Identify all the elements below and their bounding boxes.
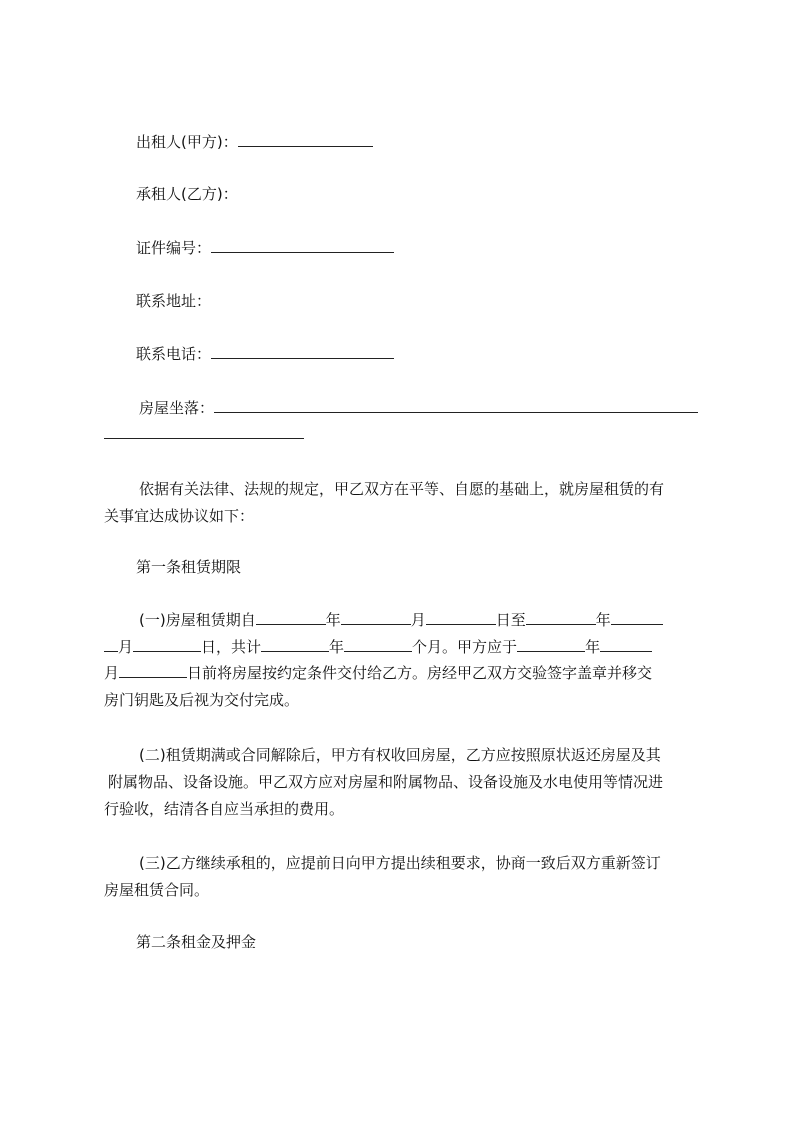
end-month-text: 月	[118, 638, 134, 656]
property-location-continuation	[104, 424, 304, 444]
contact-phone-blank	[211, 344, 394, 359]
intro-line-2: 关事宜达成协议如下：	[104, 507, 255, 525]
start-month-text: 月	[410, 611, 426, 629]
end-month-blank-a	[611, 610, 663, 625]
id-number-label: 证件编号：	[136, 239, 212, 257]
lessee-label: 承租人(乙方)：	[136, 185, 238, 203]
clause-1-prefix: (一)房屋租赁期自	[139, 611, 256, 629]
property-location-label: 房屋坐落：	[139, 399, 215, 417]
id-number-blank	[211, 238, 394, 253]
clause-2-line-3: 行验收，结清各自应当承担的费用。	[104, 800, 345, 818]
end-year-blank	[526, 610, 596, 625]
contact-address-label: 联系地址：	[136, 292, 212, 310]
clause-1-line-3	[104, 663, 652, 683]
intro-line-1: 依据有关法律、法规的规定，甲乙双方在平等、自愿的基础上，就房屋租赁的有	[139, 480, 665, 498]
day-total-text: 日，共计	[201, 638, 262, 656]
total-years-text: 年	[329, 638, 345, 656]
months-text: 个月。甲方应于	[412, 638, 518, 656]
property-location-field	[139, 398, 698, 418]
property-location-blank	[214, 398, 698, 413]
lessor-blank	[238, 132, 373, 147]
total-years-blank	[261, 637, 329, 652]
day-to-text: 日至	[495, 611, 526, 629]
delivery-month-blank-a	[600, 637, 652, 652]
delivery-year-text: 年	[585, 638, 601, 656]
clause-1-line-3-rest: 日前将房屋按约定条件交付给乙方。房经甲乙双方交验签字盖章并移交	[187, 664, 653, 682]
delivery-month-text: 月	[104, 664, 120, 682]
lessor-field	[136, 132, 373, 152]
article-1-title: 第一条租赁期限	[136, 558, 242, 576]
id-number-field	[136, 238, 394, 258]
total-months-blank	[344, 637, 412, 652]
start-year-blank	[256, 610, 326, 625]
delivery-year-blank	[517, 637, 585, 652]
contact-address-field	[136, 291, 211, 311]
clause-2-line-1: (二)租赁期满或合同解除后，甲方有权收回房屋，乙方应按照原状返还房屋及其	[139, 746, 661, 764]
clause-1-line-1	[139, 610, 663, 630]
start-month-blank	[341, 610, 411, 625]
start-day-blank	[426, 610, 496, 625]
clause-1-line-4: 房门钥匙及后视为交付完成。	[104, 691, 300, 709]
property-location-blank-2	[104, 424, 304, 439]
start-year-text: 年	[325, 611, 341, 629]
lessee-field	[136, 184, 238, 204]
end-day-blank	[133, 637, 201, 652]
end-month-blank-b	[104, 637, 118, 652]
clause-3-line-1: (三)乙方继续承租的，应提前日向甲方提出续租要求，协商一致后双方重新签订	[139, 854, 661, 872]
clause-1-line-2	[104, 637, 652, 657]
contact-phone-label: 联系电话：	[136, 345, 212, 363]
end-year-text: 年	[595, 611, 611, 629]
lessor-label: 出租人(甲方)：	[136, 133, 238, 151]
contact-phone-field	[136, 344, 394, 364]
clause-3-line-2: 房屋租赁合同。	[104, 881, 210, 899]
article-2-title: 第二条租金及押金	[136, 933, 257, 951]
clause-2-line-2: 附属物品、设备设施。甲乙双方应对房屋和附属物品、设备设施及水电使用等情况进	[108, 773, 664, 791]
delivery-day-blank	[119, 663, 187, 678]
